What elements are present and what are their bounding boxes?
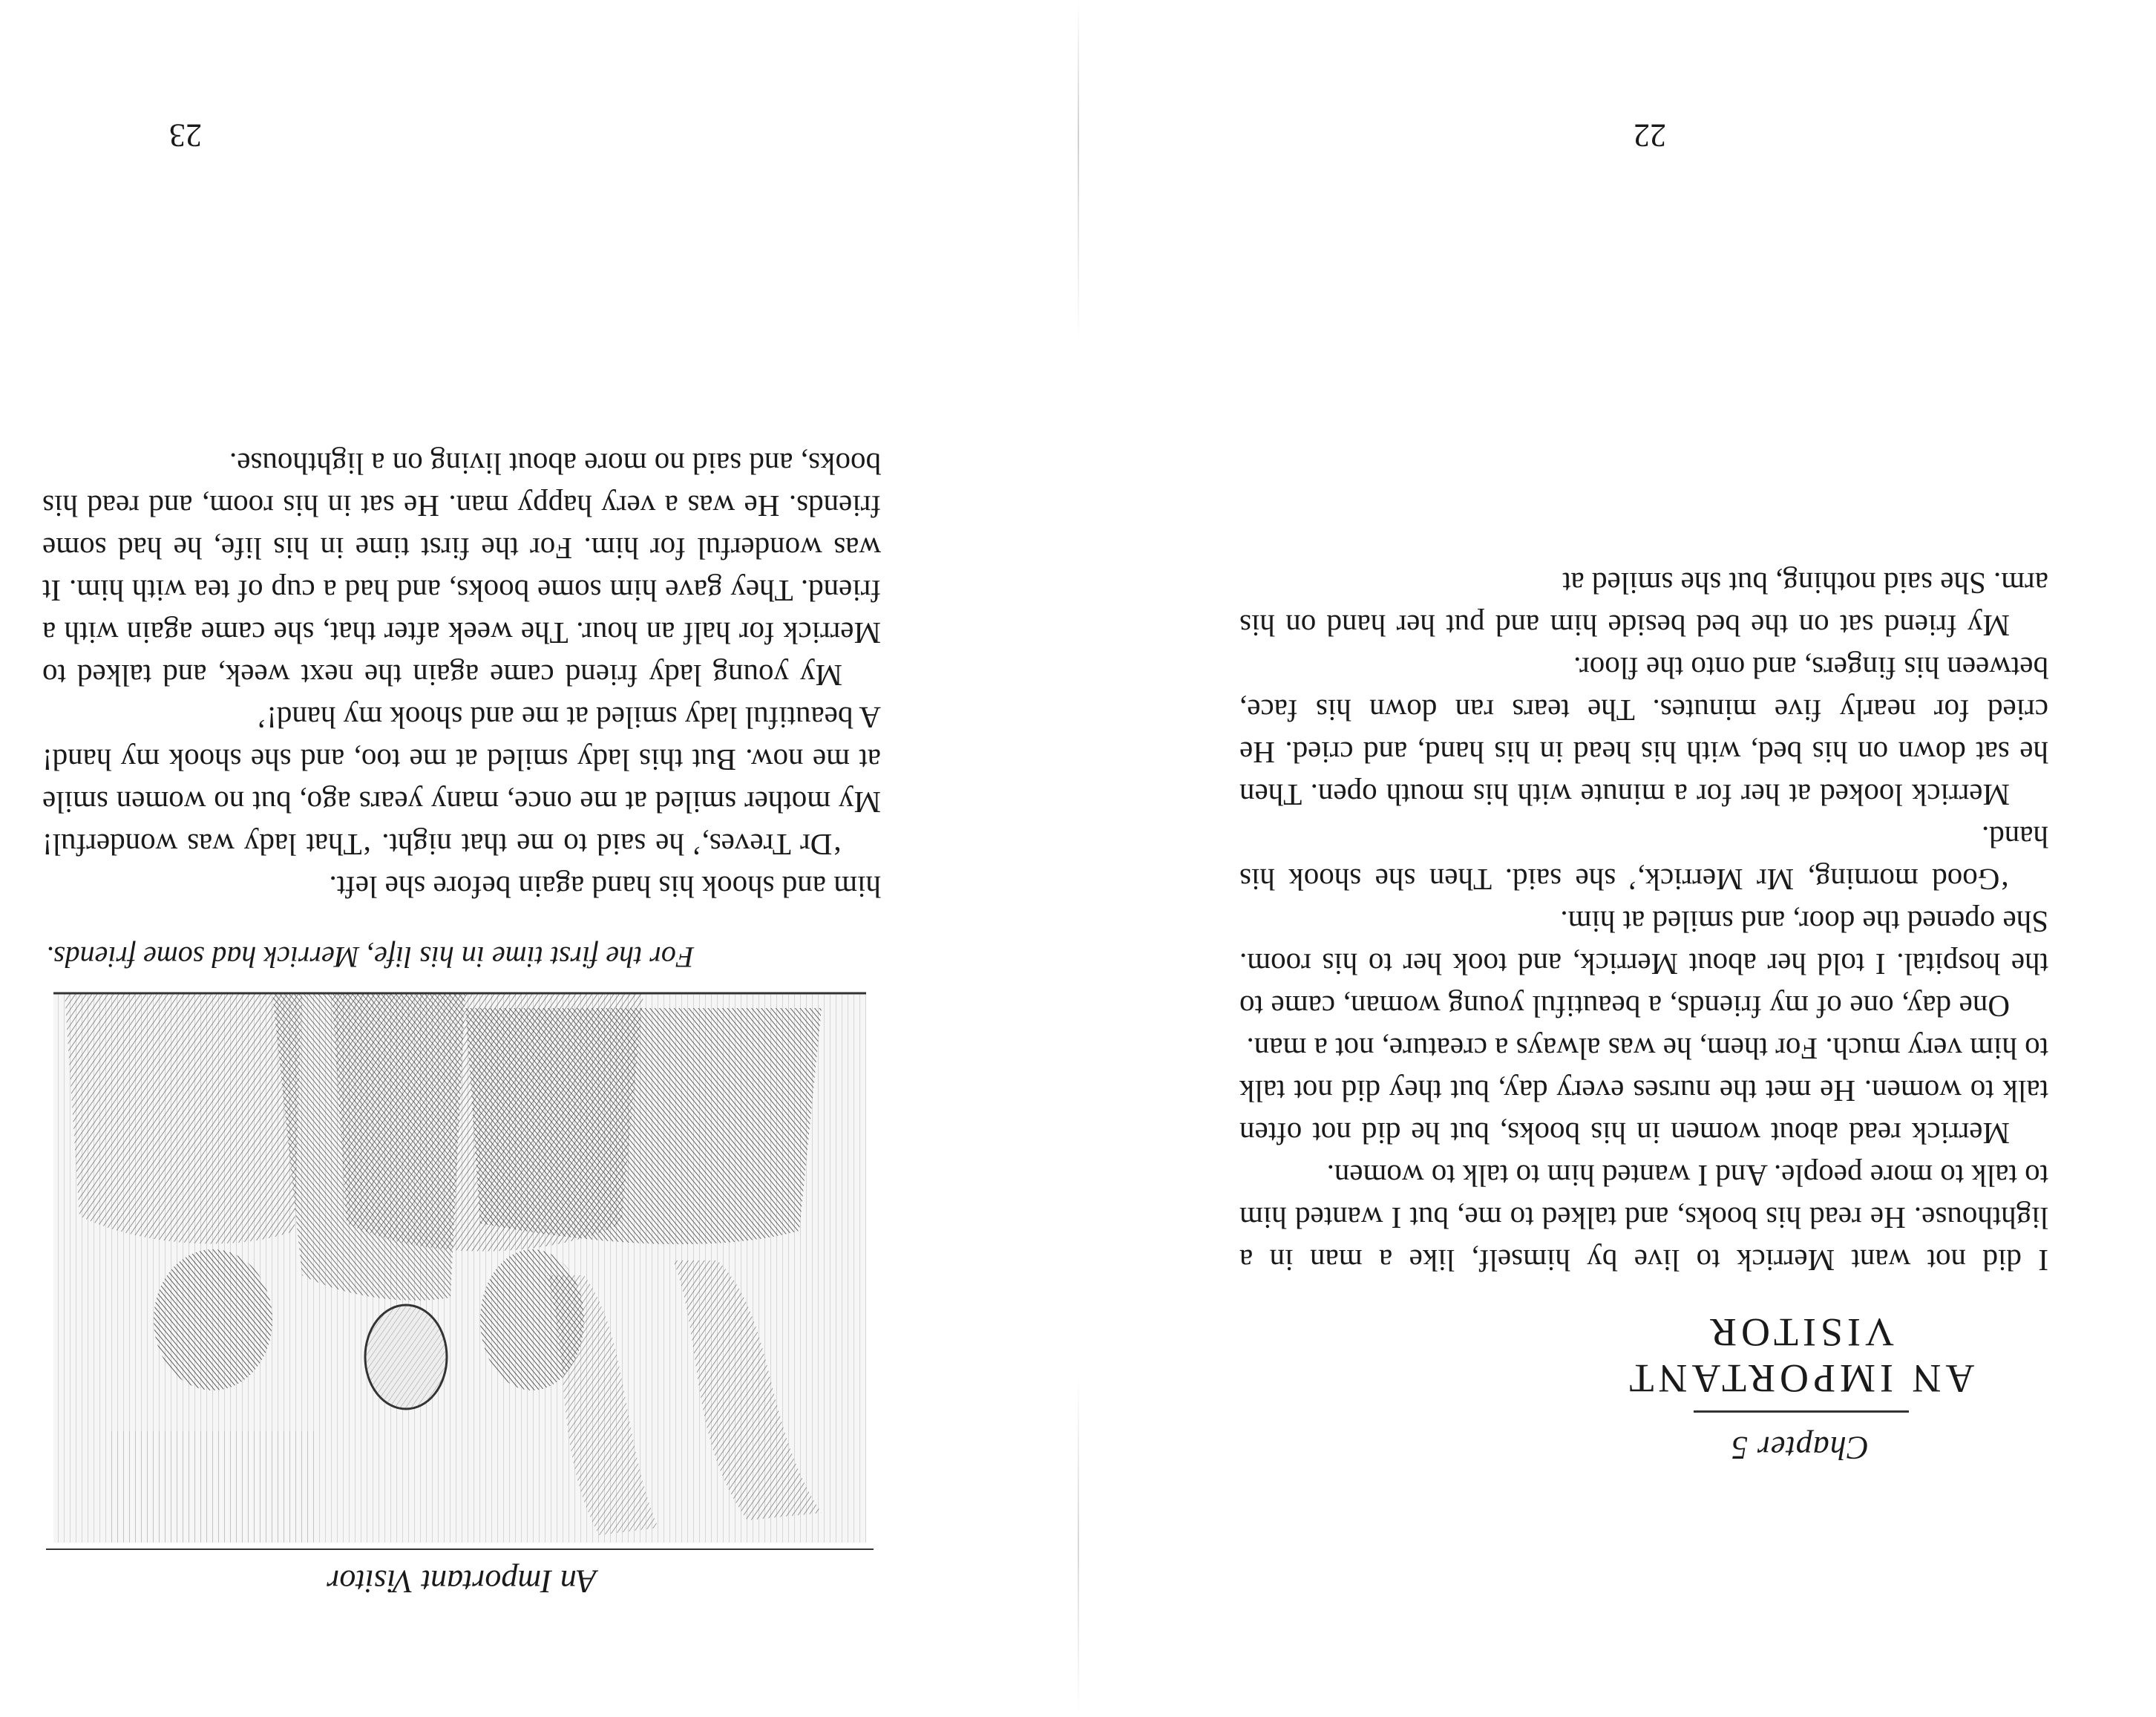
book-spine [1078, 0, 1079, 1717]
chapter-label: Chapter 5 [1730, 1430, 1870, 1466]
chapter-rule [1694, 1410, 1909, 1413]
chapter-title: AN IMPORTANT VISITOR [1625, 1310, 1975, 1401]
right-body-text [42, 442, 881, 908]
left-page [1078, 0, 2156, 1717]
illustration-merrick-with-visitors [53, 908, 866, 1543]
running-head: An Important Visitor [327, 1563, 597, 1600]
paragraph: Merrick looked at her for a minute with his mouth open. Then he sat down on his bed, with his head in his hand, and cried. He cried for nearly five minutes. The tears ran down his face, between his fingers, and onto the floor. [1239, 651, 2048, 812]
paragraph: ‘Dr Treves,’ he said to me that night. ‘That lady was wonderful! My mother smiled at me once, many years ago, but no women smile at me now. But this lady smiled at me too, and she shook my hand! A beautiful lady smiled at me and shook my hand!’ [42, 701, 881, 862]
paragraph: him and shook his hand again before she left. [329, 870, 881, 904]
page-number-left: 22 [1634, 117, 1666, 154]
paragraph: My friend sat on the bed beside him and put her hand on his arm. She said nothing, but she smiled at [1239, 566, 2048, 643]
paragraph: My young lady friend came again the next week, and talked to Merrick for half an hour. The week after that, she came again with a friend. They gave him some books, and had a cup of tea with him. It was wonderful for him. For the first time in his life, he had some friends. He was a very happy man. He sat in his room, and read his books, and said no more about living on a lighthouse. [42, 447, 881, 693]
running-head-rule [46, 1548, 874, 1550]
paragraph: I did not want Merrick to live by himself, like a man in a lighthouse. He read his books, and talked to me, but I wanted him to talk to more people. And I wanted him to talk to women. [1239, 1159, 2048, 1278]
paragraph: Merrick read about women in his books, but he did not often talk to women. He met the nurses every day, but they did not talk to him very much. For them, he was always a creature, not a man. [1239, 1032, 2048, 1151]
paragraph: One day, one of my friends, a beautiful young woman, came to the hospital. I told her about Merrick, and took her to his room. She opened the door, and smiled at him. [1239, 905, 2048, 1024]
left-body-text [1239, 562, 2048, 1281]
paragraph: ‘Good morning, Mr Merrick,’ she said. Then she shook his hand. [1239, 820, 2048, 897]
page-number-right: 23 [169, 117, 202, 154]
illustration-caption: For the first time in his life, Merrick had some friends. [46, 941, 695, 974]
